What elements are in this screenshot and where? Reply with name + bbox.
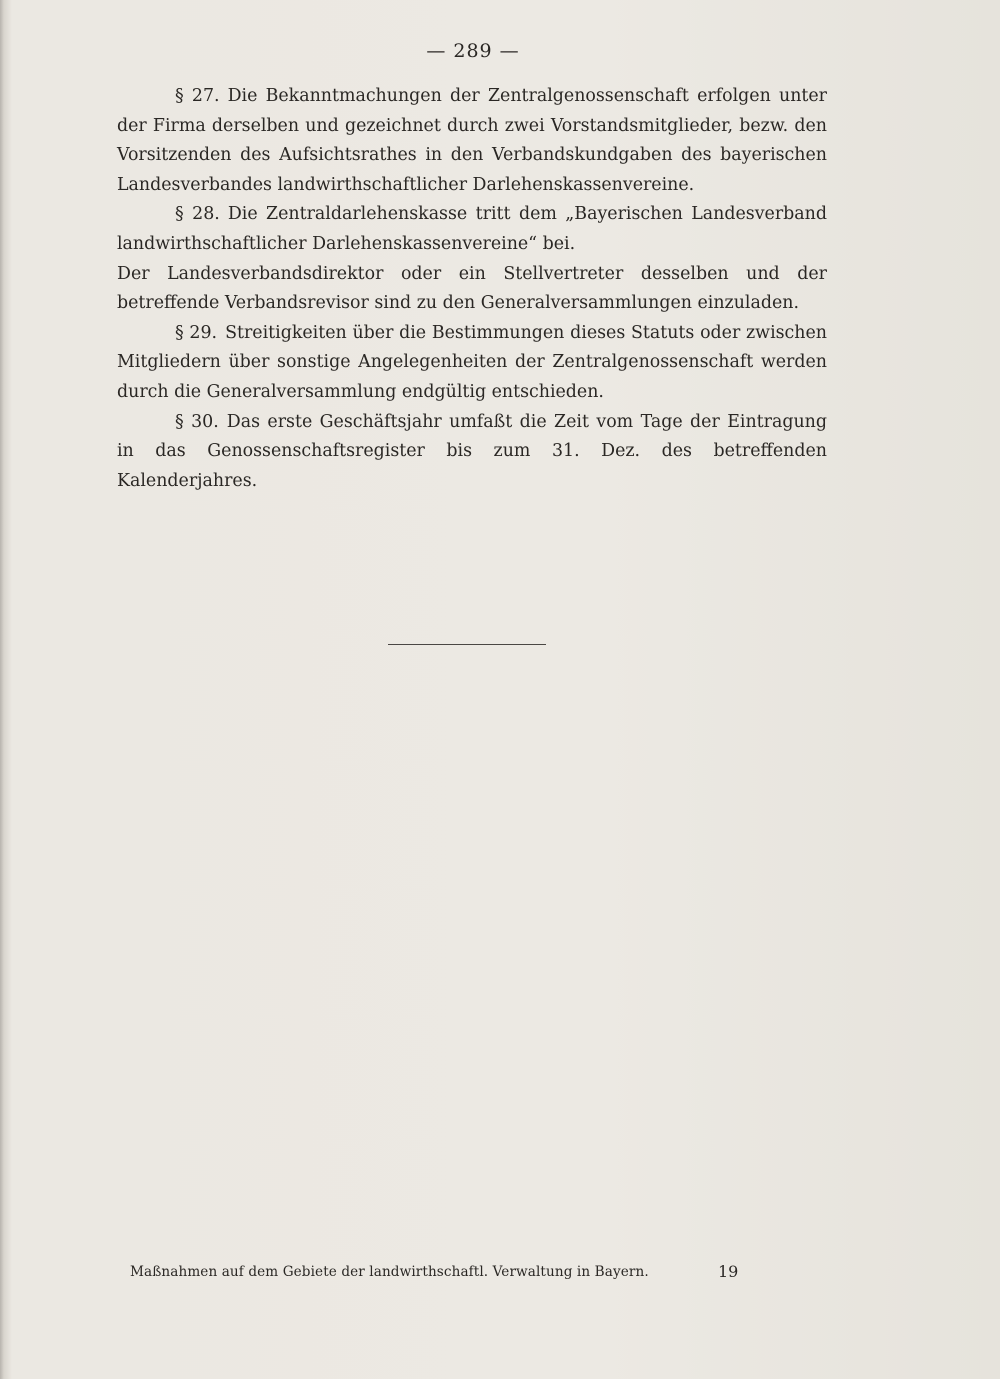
paragraph-section-28-continued [117, 260, 827, 319]
paragraph-section-29 [117, 319, 827, 408]
body-text [117, 82, 827, 496]
section-number: § 28. [175, 204, 220, 225]
paragraph-section-28 [117, 200, 827, 259]
section-divider [388, 644, 546, 645]
sheet-number: 19 [718, 1262, 739, 1281]
page-number: — 289 — [426, 40, 520, 62]
paragraph-section-27 [117, 82, 827, 200]
footer-title: Maßnahmen auf dem Gebiete der landwirthschaftl. Verwaltung in Bayern. [130, 1264, 649, 1280]
section-number: § 27. [175, 86, 220, 106]
paragraph-text: Die Bekanntmachungen der Zentralgenossenschaft erfolgen unter der Firma derselben und gezeichnet durch zwei Vorstandsmitglieder, bezw. den Vorsitzenden des Aufsichtsrathes in den Verbandskundgaben des bayerischen Landesverbandes landwirthschaftlicher Darlehenskassenvereine. [117, 86, 827, 195]
paragraph-text: Die Zentraldarlehenskasse tritt dem „Bayerischen Landesverband landwirthschaftlicher Darlehenskassenvereine“ bei. [117, 204, 827, 254]
paragraph-text: Streitigkeiten über die Bestimmungen dieses Statuts oder zwischen Mitgliedern über sonstige Angelegenheiten der Zentralgenossenschaft werden durch die Generalversammlung endgültig entschieden. [117, 322, 827, 402]
section-number: § 30. [175, 411, 219, 432]
paragraph-text: Das erste Geschäftsjahr umfaßt die Zeit vom Tage der Eintragung in das Genossenschaftsregister bis zum 31. Dez. des betreffenden Kalenderjahres. [117, 411, 827, 491]
paragraph-text: Der Landesverbandsdirektor oder ein Stellvertreter desselben und der betreffende Verbandsrevisor sind zu den Generalversammlungen einzuladen. [117, 263, 827, 314]
paragraph-section-30 [117, 408, 827, 497]
section-number: § 29. [175, 322, 218, 343]
